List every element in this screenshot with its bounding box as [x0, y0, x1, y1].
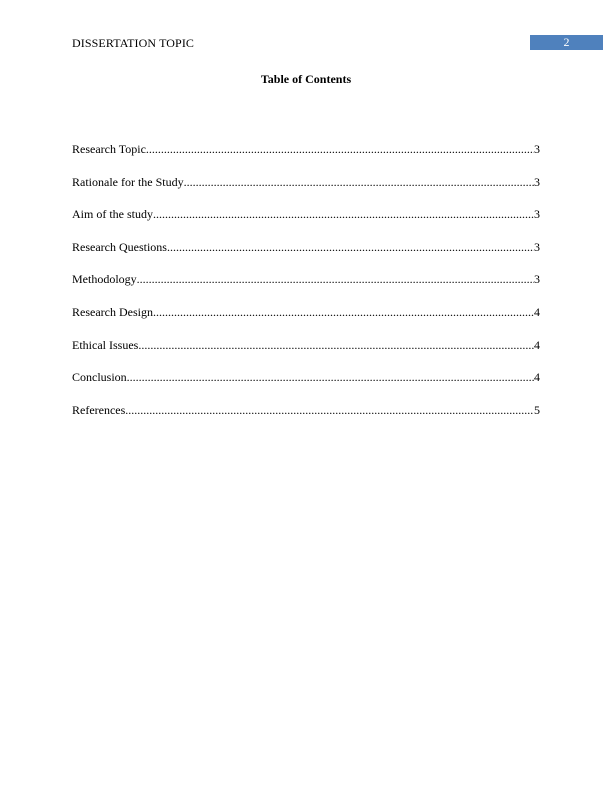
toc-entry-research-topic[interactable] [72, 142, 540, 175]
running-head: DISSERTATION TOPIC [72, 36, 195, 50]
toc-entry-label: Ethical Issues [72, 337, 139, 352]
toc-dot-leader [184, 175, 534, 189]
toc-dot-leader [153, 305, 534, 319]
page-number: 2 [530, 35, 603, 50]
toc-entry-label: Conclusion [72, 370, 127, 385]
toc-entry-methodology[interactable] [72, 272, 540, 305]
toc-entry-label: Research Topic [72, 142, 146, 156]
toc-entry-aim[interactable] [72, 207, 540, 240]
toc-dot-leader [167, 240, 534, 254]
toc-entry-label: Aim of the study [72, 207, 153, 222]
toc-entry-label: Rationale for the Study [72, 174, 184, 189]
toc-entry-page: 3 [534, 174, 540, 189]
toc-entry-page: 3 [534, 272, 540, 287]
toc-entry-references[interactable] [72, 403, 540, 436]
toc-entry-label: References [72, 402, 126, 417]
toc-dot-leader [125, 403, 534, 417]
toc-entry-page: 4 [534, 337, 540, 352]
toc-entry-page: 3 [534, 239, 540, 254]
toc-entry-page: 3 [534, 142, 540, 156]
toc-entry-ethical-issues[interactable] [72, 338, 540, 371]
toc-entry-label: Research Design [72, 304, 153, 319]
toc-dot-leader [127, 370, 534, 384]
toc-entry-page: 4 [534, 304, 540, 319]
toc-entry-page: 5 [534, 402, 540, 417]
toc-list [72, 142, 540, 435]
toc-dot-leader [153, 207, 534, 221]
toc-entry-page: 4 [534, 370, 540, 385]
toc-entry-label: Methodology [72, 272, 137, 287]
toc-entry-conclusion[interactable] [72, 370, 540, 403]
toc-entry-page: 3 [534, 207, 540, 222]
toc-dot-leader [137, 272, 534, 286]
toc-entry-label: Research Questions [72, 239, 167, 254]
toc-entry-research-design[interactable] [72, 305, 540, 338]
toc-entry-research-questions[interactable] [72, 240, 540, 273]
toc-dot-leader [138, 338, 534, 352]
toc-dot-leader [146, 142, 534, 156]
toc-title: Table of Contents [260, 72, 352, 86]
toc-entry-rationale[interactable] [72, 175, 540, 208]
